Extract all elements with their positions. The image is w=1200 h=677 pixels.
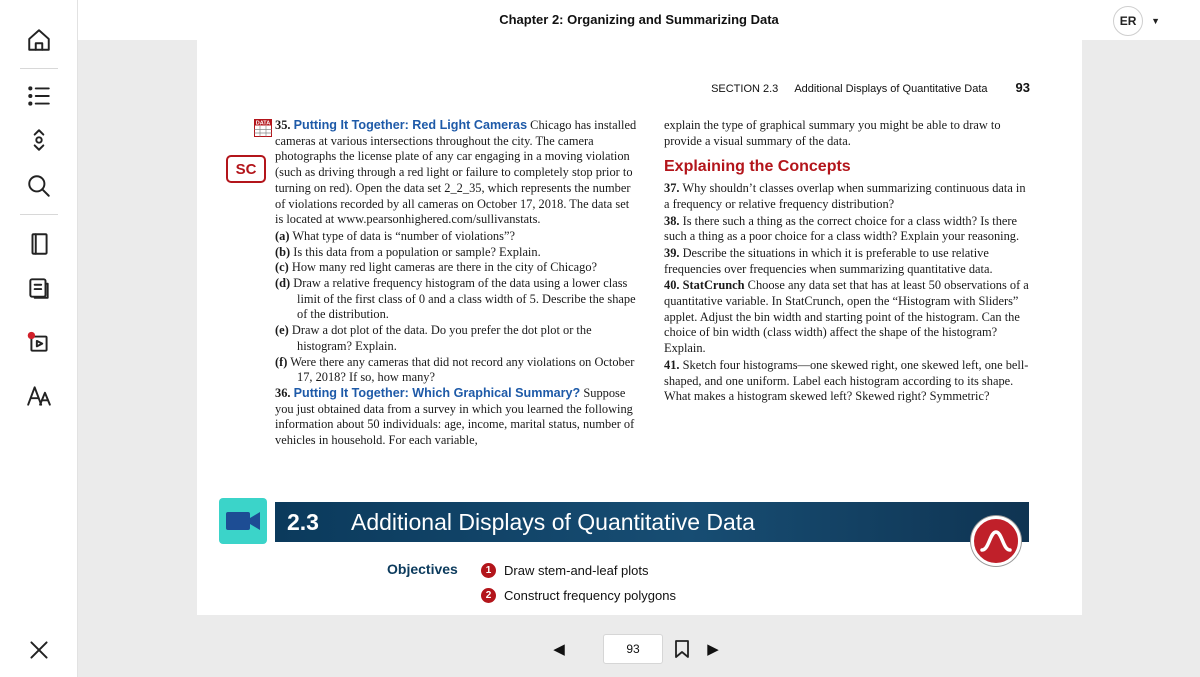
left-column: [275, 118, 637, 450]
exercise-35: 35. Putting It Together: Red Light Cameras Chicago has installed cameras at various intersections throughout the city. The camera photographs the license plate of any car engaging in a moving violation (such as driving through a red light or failure to completely stop prior to turning on red). Open the data set 2_2_35, which represents the number of violations recorded by all cameras on October 17, 2018. The data set is located at www.pearsonhighered.com/sullivanstats.: [275, 118, 637, 227]
next-page-button[interactable]: ▶: [707, 641, 719, 658]
close-icon[interactable]: [23, 634, 55, 666]
objective-item: [481, 588, 676, 603]
mylab-logo: [971, 516, 1021, 566]
navigate-icon[interactable]: [23, 124, 55, 156]
objective-item: [481, 563, 649, 578]
user-menu[interactable]: [1113, 6, 1160, 36]
book-page: [197, 40, 1082, 615]
objective-text: Construct frequency polygons: [504, 588, 676, 603]
avatar[interactable]: ER: [1113, 6, 1143, 36]
running-head-page-number: 93: [1015, 80, 1030, 95]
exercise-40: 40. StatCrunch Choose any data set that has at least 50 observations of a quantitative variable. In StatCrunch, open the “Histogram with Sliders” applet. Adjust the bin width and starting point of the histogram. Can the choice of bin width (class width) affect the shape of the histogram? Explain.: [664, 278, 1029, 356]
section-number: 2.3: [287, 508, 319, 535]
exercise-37: 37. Why shouldn’t classes overlap when summarizing continuous data in a frequency or relative frequency distribution?: [664, 181, 1026, 211]
section-title: Additional Displays of Quantitative Data: [350, 508, 755, 535]
exercise-35b: (b) Is this data from a population or sample? Explain.: [275, 244, 541, 259]
exercise-35-head: Putting It Together: Red Light Cameras: [293, 118, 528, 132]
page-number-input[interactable]: 93: [603, 634, 663, 664]
chevron-down-icon[interactable]: ▼: [1151, 16, 1160, 26]
objective-text: Draw stem-and-leaf plots: [504, 563, 649, 578]
toc-icon[interactable]: [23, 80, 55, 112]
exercise-38: 38. Is there such a thing as the correct choice for a class width? Is there such a thing as a poor choice for a class width? Explain your reasoning.: [664, 213, 1020, 244]
exercise-36-continued: explain the type of graphical summary you might be able to draw to provide a visual summary of the data.: [664, 118, 1001, 148]
left-sidebar: [0, 0, 78, 677]
text-size-icon[interactable]: [23, 380, 55, 412]
exercise-36: 36. Putting It Together: Which Graphical Summary? Suppose you just obtained data from a survey in which you learned the following information about 50 individuals: age, income, marital status, number of vehicles in household. For each variable,: [275, 385, 635, 448]
running-head: [711, 80, 1030, 95]
video-icon[interactable]: [219, 498, 267, 544]
objectives-label: Objectives: [387, 561, 458, 577]
section-heading: Explaining the Concepts: [664, 158, 851, 176]
exercise-36-head: Putting It Together: Which Graphical Summary?: [293, 385, 581, 400]
previous-page-button[interactable]: ◀: [553, 641, 565, 658]
page-navigation: [549, 634, 723, 664]
home-icon[interactable]: [23, 24, 55, 56]
flashcards-icon[interactable]: [23, 272, 55, 304]
exercise-35a: (a) What type of data is “number of violations”?: [275, 228, 515, 243]
media-icon[interactable]: [23, 326, 55, 358]
notebook-icon[interactable]: [23, 228, 55, 260]
section-banner: [275, 502, 1029, 542]
exercise-41: 41. Sketch four histograms—one skewed right, one skewed left, one bell-shaped, and one uniform. Label each histogram according to its shape. What makes a histogram skewed left? Skewed right? Symmetric?: [664, 357, 1029, 404]
objective-number: 2: [481, 588, 496, 603]
running-head-section: SECTION 2.3: [711, 83, 779, 95]
objective-number: 1: [481, 563, 496, 578]
chapter-title: Chapter 2: Organizing and Summarizing Data: [499, 12, 779, 27]
top-bar: [78, 0, 1200, 40]
search-icon[interactable]: [23, 170, 55, 202]
data-set-icon[interactable]: [254, 119, 272, 137]
exercise-35d: (d) Draw a relative frequency histogram of the data using a lower class limit of the first class of 0 and a class width of 5. Describe the shape of the distribution.: [275, 276, 636, 322]
exercise-35c: (c) How many red light cameras are there in the city of Chicago?: [275, 260, 598, 275]
statcrunch-icon[interactable]: SC: [226, 155, 266, 183]
running-head-title: Additional Displays of Quantitative Data: [794, 83, 988, 95]
exercise-35e: (e) Draw a dot plot of the data. Do you prefer the dot plot or the histogram? Explain.: [275, 323, 592, 353]
exercise-40-head: StatCrunch: [682, 278, 745, 293]
bookmark-icon[interactable]: [673, 639, 691, 659]
exercise-39: 39. Describe the situations in which it is preferable to use relative frequencies over frequencies when summarizing quantitative data.: [664, 245, 993, 276]
right-column: [664, 118, 1034, 406]
exercise-35f: (f) Were there any cameras that did not record any violations on October 17, 2018? If so, how many?: [275, 354, 635, 385]
svg-text:DATA: DATA: [255, 120, 271, 127]
